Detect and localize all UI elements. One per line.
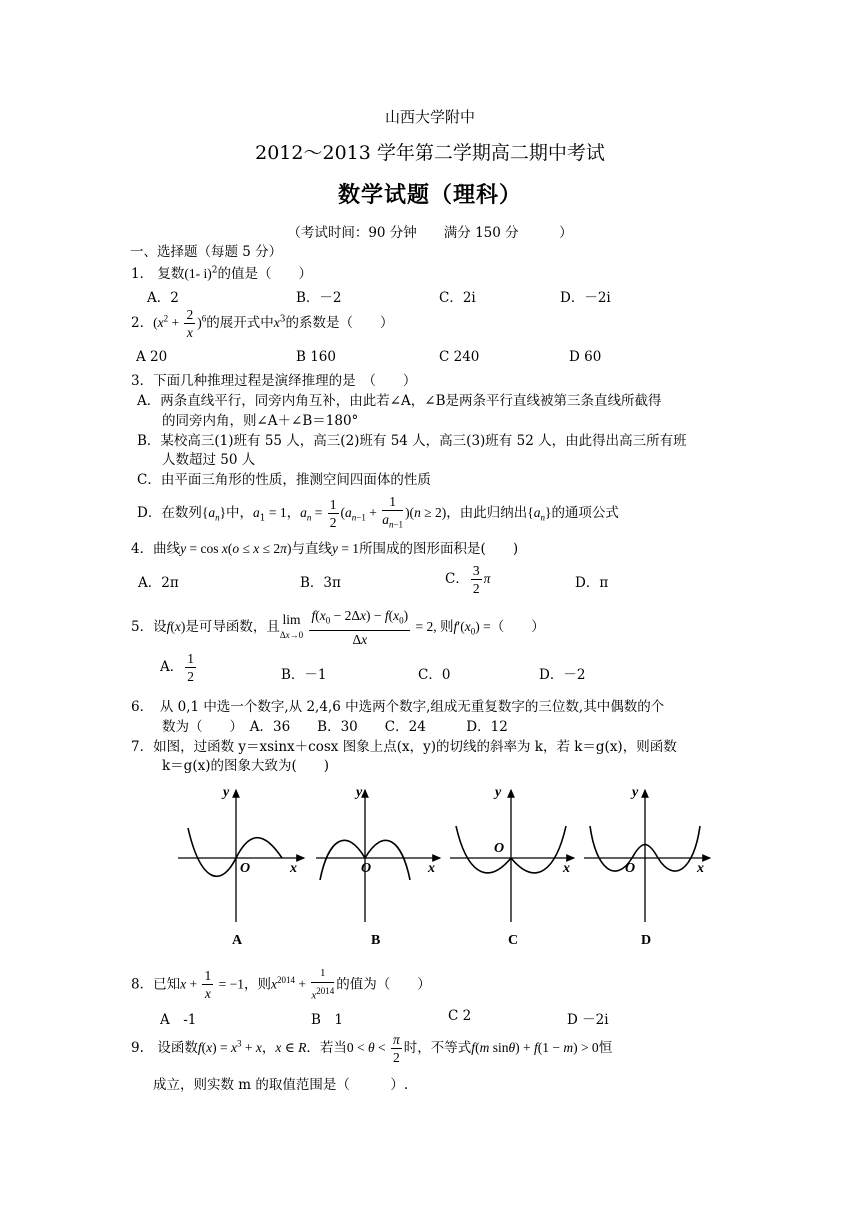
graph-c[interactable]	[450, 790, 574, 922]
q8-option-a[interactable]: A -1	[160, 1012, 197, 1028]
graph-d-y-label: y	[632, 785, 639, 800]
graph-b[interactable]	[316, 790, 440, 922]
graph-c-y-label: y	[495, 785, 502, 800]
graph-c-x-label: x	[563, 861, 570, 876]
graph-a-y-label: y	[223, 785, 230, 800]
graph-b-y-label: y	[356, 785, 363, 800]
graph-d[interactable]	[584, 790, 710, 922]
graph-a-x-label: x	[290, 861, 297, 876]
question-7-line1: 7．如图，过函数 y＝xsinx＋cosx 图象上点(x，y)的切线的斜率为 k，若 k＝g(x)，则函数	[131, 739, 677, 755]
q8-option-c[interactable]: C 2	[448, 1008, 472, 1024]
question-9-line2: 成立，则实数 m 的取值范围是（ ）.	[153, 1077, 409, 1093]
q2-option-d[interactable]: D 60	[569, 349, 602, 365]
graph-b-origin: O	[361, 861, 372, 876]
q5-option-b[interactable]: B．－1	[281, 667, 327, 683]
q5-option-c[interactable]: C．0	[418, 667, 451, 683]
graph-a-origin: O	[240, 861, 251, 876]
question-7-line2: k＝g(x)的图象大致为( )	[162, 758, 330, 774]
q7-graphs	[170, 778, 720, 958]
school-name: 山西大学附中	[384, 108, 475, 126]
q4-option-d[interactable]: D．π	[575, 575, 609, 591]
graph-c-label: C	[508, 933, 519, 948]
question-1: 1． 复数(1- i)$^2$的值是（ ）	[131, 265, 312, 282]
question-6-line2: 数为（ ） A．36 B．30 C．24 D．12	[162, 719, 508, 735]
subject-title: 数学试题（理科）	[337, 182, 522, 208]
graph-d-label: D	[641, 933, 652, 948]
q3-option-d[interactable]: D．在数列$\{a_n\}$中，$a_1 = 1$，$a_n$ = $\frac{1}{2}$ ($a_{n-1}$ + $\frac{1}{a_{n-1}}$ )(n ≥ 2)，由此归纳出$\{a_n\}$的通项公式	[137, 494, 619, 530]
question-2: 2．($x^2$ + $\frac{2}{x}$ )$^6$的展开式中$x^3$的系数是（ ）	[131, 307, 394, 340]
q3-option-a-line2: 的同旁内角，则∠A＋∠B＝180°	[162, 413, 359, 429]
question-5: 5．设f(x)是可导函数，且 lim Δx→0 $\frac{f(x_0 - 2\Delta x) - f(x_0)}{\Delta x}$ = 2, 则$f'(x_0)$ =（ ）	[131, 608, 545, 647]
graph-c-origin: O	[494, 841, 505, 856]
q4-option-c[interactable]: C． $\frac{3}{2}$ π	[445, 563, 491, 596]
question-8: 8．已知x + $\frac{1}{x}$ = −1，则$x^{2014}$ + $\frac{1}{x^{2014}}$ 的值为（ ）	[131, 967, 431, 1002]
exam-title: 2012～2013 学年第二学期高二期中考试	[255, 142, 605, 164]
q3-option-c[interactable]: C．由平面三角形的性质，推测空间四面体的性质	[137, 472, 431, 488]
q3-option-a-line1[interactable]: A．两条直线平行，同旁内角互补，由此若∠A，∠B是两条平行直线被第三条直线所截得	[137, 393, 662, 409]
question-9-line1: 9. 设函数$f(x) = x^3 + x$，x ∈ R．若当0 < θ < $\frac{\pi}{2}$ 时，不等式f(m sinθ) + f(1 − m) > 0恒	[131, 1032, 613, 1065]
q5-option-d[interactable]: D．－2	[539, 667, 586, 683]
graph-d-x-label: x	[697, 861, 704, 876]
graph-d-origin: O	[625, 861, 636, 876]
q4-option-b[interactable]: B．3π	[300, 575, 341, 591]
question-6-line1: 6． 从 0,1 中选一个数字,从 2,4,6 中选两个数字,组成无重复数字的三位数,其中偶数的个	[131, 699, 665, 715]
q3-option-b-line1[interactable]: B．某校高三(1)班有 55 人，高三(2)班有 54 人，高三(3)班有 52 人，由此得出高三所有班	[137, 433, 687, 449]
q5-option-a[interactable]: A． $\frac{1}{2}$	[160, 651, 194, 684]
q1-option-d[interactable]: D．－2i	[560, 290, 611, 306]
q1-option-a[interactable]: A．2	[147, 290, 179, 306]
q1-option-c[interactable]: C．2i	[439, 290, 476, 306]
q1-option-b[interactable]: B．－2	[296, 290, 342, 306]
graph-b-x-label: x	[428, 861, 435, 876]
q2-option-c[interactable]: C 240	[439, 349, 480, 365]
q2-option-a[interactable]: A 20	[136, 349, 168, 365]
graph-a-label: A	[232, 933, 243, 948]
q3-option-b-line2: 人数超过 50 人	[162, 452, 256, 468]
question-4: 4．曲线y = cos x(o ≤ x ≤ 2π)与直线y = 1所围成的图形面积是( )	[131, 541, 519, 557]
q4-option-a[interactable]: A．2π	[138, 575, 179, 591]
q2-option-b[interactable]: B 160	[296, 349, 336, 365]
section-heading: 一、选择题（每题 5 分）	[130, 244, 283, 260]
graph-b-label: B	[371, 933, 381, 948]
q8-option-b[interactable]: B 1	[311, 1012, 344, 1028]
question-3: 3．下面几种推理过程是演绎推理的是 （ ）	[131, 373, 417, 389]
graph-a[interactable]	[178, 790, 304, 922]
exam-time-note: （考试时间：90 分钟 满分 150 分 ）	[287, 225, 573, 241]
q8-option-d[interactable]: D －2i	[567, 1012, 609, 1028]
